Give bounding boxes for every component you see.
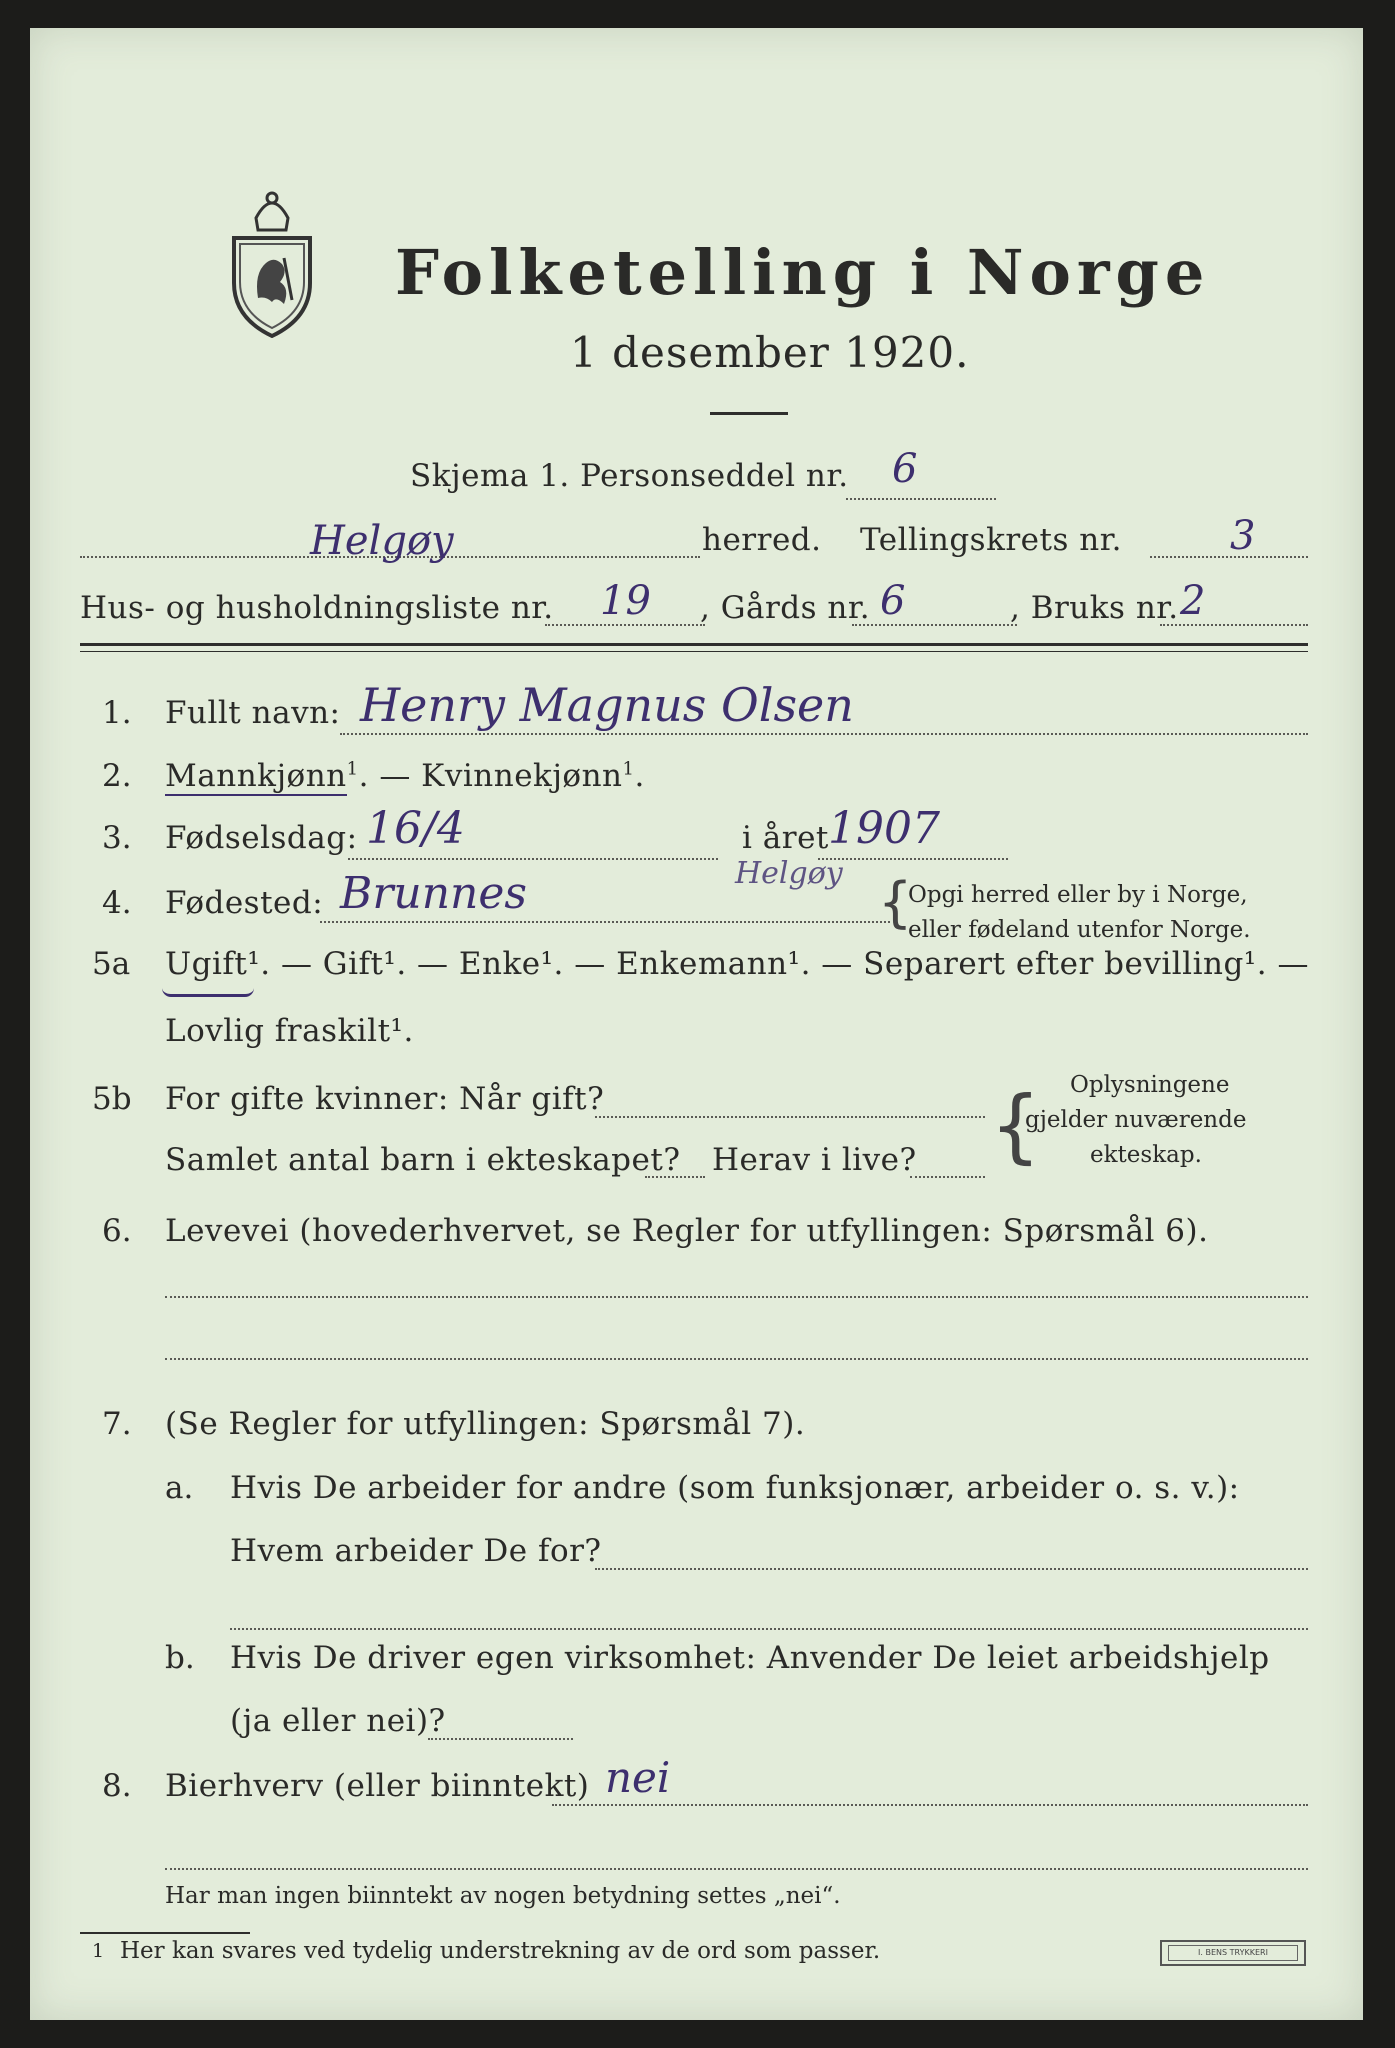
q8-number: 8. [102, 1768, 132, 1804]
hus-label: Hus- og husholdningsliste nr. [80, 590, 554, 626]
norwegian-coat-of-arms-icon [226, 178, 318, 338]
birthplace-value[interactable]: Brunnes [340, 868, 527, 919]
q4-brace: { [878, 871, 913, 934]
printer-stamp [1160, 1940, 1306, 1966]
form-date: 1 desember 1920. [570, 328, 970, 377]
q5a-options[interactable]: Ugift¹. — Gift¹. — Enke¹. — Enkemann¹. — Separert efter bevilling¹. — [165, 946, 1309, 982]
q6-number: 6. [102, 1213, 132, 1249]
q3-date-dotline [348, 858, 718, 860]
q2-end: . [634, 758, 645, 794]
q7a-label-2: Hvem arbeider De for? [230, 1533, 602, 1569]
q5b-label-nar-gift: For gifte kvinner: Når gift? [165, 1081, 605, 1117]
bruks-nr-value[interactable]: 2 [1180, 578, 1206, 624]
q5a-options-line2[interactable]: Lovlig fraskilt¹. [165, 1013, 414, 1049]
gards-dotline [852, 624, 1017, 626]
personseddel-dotline [846, 498, 996, 500]
q3-label: Fødselsdag: [165, 820, 358, 856]
q2-footnote-mark-1: 1 [346, 758, 359, 780]
bruks-label: , Bruks nr. [1010, 590, 1179, 626]
gards-nr-value[interactable]: 6 [880, 578, 906, 624]
q2-text [165, 758, 645, 794]
q7-number: 7. [102, 1406, 132, 1442]
ugift-underline-mark [162, 988, 254, 997]
q3-year-label: i året [742, 820, 829, 856]
q5b-nar-gift-dotline [595, 1116, 985, 1118]
q6-label: Levevei (hovederhvervet, se Regler for utfyllingen: Spørsmål 6). [165, 1213, 1209, 1249]
q4-note-line1: Opgi herred eller by i Norge, [908, 882, 1248, 908]
q4-note-line2: eller fødeland utenfor Norge. [908, 917, 1251, 943]
herred-value[interactable]: Helgøy [310, 518, 454, 564]
q7a-dotline-1[interactable] [595, 1568, 1308, 1570]
birthdate-value[interactable]: 16/4 [366, 803, 465, 854]
q3-number: 3. [102, 820, 132, 856]
q7b-label-2: (ja eller nei)? [230, 1703, 446, 1739]
personseddel-nr-value[interactable]: 6 [892, 446, 918, 492]
q5b-herav-dotline [910, 1176, 985, 1178]
q5b-note-line1: Oplysningene [1070, 1072, 1230, 1098]
kvinnekjonn-option[interactable]: Kvinnekjønn [421, 758, 623, 794]
q2-number: 2. [102, 758, 132, 794]
q2-footnote-mark-2: 1 [622, 758, 635, 780]
tellingskrets-label: Tellingskrets nr. [860, 522, 1122, 558]
tellingskrets-nr-value[interactable]: 3 [1230, 513, 1256, 559]
q5b-note-line3: ekteskap. [1090, 1142, 1202, 1168]
q6-dotline-1[interactable] [165, 1296, 1308, 1298]
header-rule-1 [80, 643, 1308, 646]
q4-dotline [320, 921, 890, 923]
q2-separator: . — [358, 758, 422, 794]
full-name-value[interactable]: Henry Magnus Olsen [360, 678, 854, 732]
q5b-barn-dotline [645, 1176, 705, 1178]
footer-note: Har man ingen biinntekt av nogen betydning settes „nei“. [165, 1883, 841, 1909]
form-title: Folketelling i Norge [395, 236, 1211, 309]
bierhverv-value[interactable]: nei [605, 1753, 671, 1802]
title-divider [710, 412, 788, 415]
q3-year-dotline [818, 858, 1008, 860]
q7b-dotline[interactable] [428, 1738, 573, 1740]
q5b-label-herav: Herav i live? [712, 1142, 917, 1178]
hus-dotline [545, 624, 705, 626]
gards-label: , Gårds nr. [700, 590, 871, 626]
q8-label: Bierhverv (eller biinntekt) [165, 1768, 590, 1804]
birthplace-correction-value[interactable]: Helgøy [735, 856, 843, 891]
q7a-label: Hvis De arbeider for andre (som funksjonær, arbeider o. s. v.): [230, 1470, 1240, 1506]
herred-label: herred. [702, 522, 822, 558]
footnote-mark: 1 [92, 1940, 105, 1962]
bruks-dotline [1160, 624, 1308, 626]
q6-dotline-2[interactable] [165, 1358, 1308, 1360]
q4-number: 4. [102, 885, 132, 921]
census-form-sheet [30, 28, 1363, 2020]
q1-dotline [340, 733, 1308, 735]
q7-label: (Se Regler for utfyllingen: Spørsmål 7). [165, 1406, 806, 1442]
skjema-label: Skjema 1. Personseddel nr. [410, 458, 849, 494]
header-rule-2 [80, 651, 1308, 652]
tellingskrets-dotline [1150, 556, 1308, 558]
birth-year-value[interactable]: 1907 [828, 803, 940, 854]
q7a-letter: a. [165, 1470, 194, 1506]
q8-dotline [552, 1804, 1308, 1806]
hus-nr-value[interactable]: 19 [600, 578, 651, 624]
footnote-text: Her kan svares ved tydelig understrekning av de ord som passer. [120, 1938, 881, 1964]
q5a-number: 5a [92, 946, 131, 982]
q1-label: Fullt navn: [165, 695, 341, 731]
q5b-brace: { [990, 1079, 1041, 1172]
q7b-letter: b. [165, 1640, 195, 1676]
q5b-note-line2: gjelder nuværende [1025, 1107, 1247, 1133]
footnote-rule [80, 1932, 250, 1934]
q4-label: Fødested: [165, 885, 324, 921]
q8-dotline-2[interactable] [165, 1868, 1308, 1870]
printer-stamp-text: I. BENS TRYKKERI [1168, 1945, 1298, 1961]
q5b-label-barn: Samlet antal barn i ekteskapet? [165, 1142, 681, 1178]
q7b-label: Hvis De driver egen virksomhet: Anvender De leiet arbeidshjelp [230, 1640, 1270, 1676]
mannkjonn-option[interactable]: Mannkjønn [165, 758, 347, 794]
q7a-dotline-2[interactable] [230, 1628, 1308, 1630]
q1-number: 1. [102, 695, 132, 731]
q5b-number: 5b [92, 1081, 132, 1117]
